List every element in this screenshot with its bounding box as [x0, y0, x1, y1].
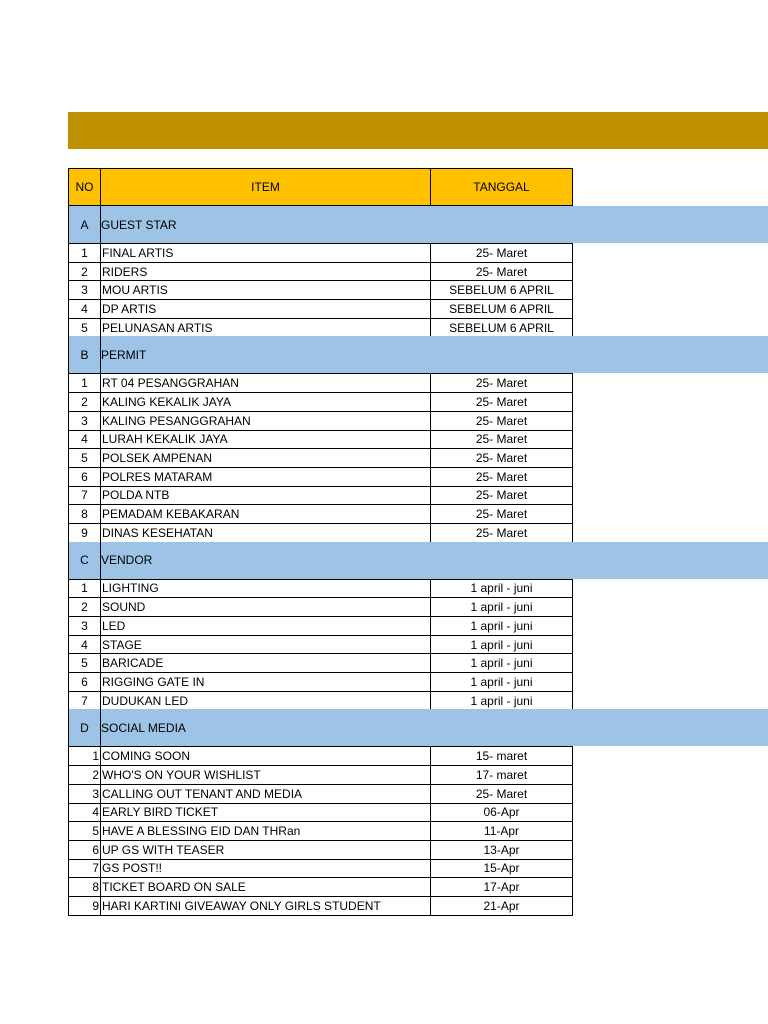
row-item[interactable]: HAVE A BLESSING EID DAN THRan: [100, 821, 431, 841]
row-date[interactable]: 17-Apr: [430, 877, 573, 897]
row-date[interactable]: 1 april - juni: [430, 672, 573, 692]
row-number[interactable]: 1: [68, 373, 101, 393]
row-date[interactable]: 25- Maret: [430, 411, 573, 431]
section-title[interactable]: PERMIT: [101, 347, 147, 362]
row-date[interactable]: 25- Maret: [430, 373, 573, 393]
row-date[interactable]: 15-Apr: [430, 859, 573, 879]
row-item[interactable]: MOU ARTIS: [100, 280, 431, 300]
section-code[interactable]: A: [68, 206, 101, 243]
row-item[interactable]: POLSEK AMPENAN: [100, 448, 431, 468]
row-number[interactable]: 3: [68, 784, 101, 804]
table-row: [0, 373, 768, 392]
row-number[interactable]: 6: [68, 840, 101, 860]
row-item[interactable]: STAGE: [100, 635, 431, 655]
section-code[interactable]: C: [68, 542, 101, 579]
row-number[interactable]: 8: [68, 877, 101, 897]
table-row: [0, 392, 768, 411]
row-date[interactable]: 1 april - juni: [430, 616, 573, 636]
section-row: [0, 709, 768, 746]
row-date[interactable]: 1 april - juni: [430, 597, 573, 617]
row-date[interactable]: 1 april - juni: [430, 691, 573, 711]
table-row: [0, 318, 768, 337]
row-number[interactable]: 3: [68, 280, 101, 300]
row-date[interactable]: SEBELUM 6 APRIL: [430, 299, 573, 319]
row-number[interactable]: 4: [68, 803, 101, 823]
row-number[interactable]: 9: [68, 523, 101, 543]
row-number[interactable]: 4: [68, 430, 101, 450]
row-date[interactable]: 25- Maret: [430, 486, 573, 506]
row-date[interactable]: 25- Maret: [430, 392, 573, 412]
table-row: [0, 859, 768, 878]
table-row: [0, 616, 768, 635]
row-item[interactable]: FINAL ARTIS: [100, 243, 431, 263]
schedule-table: [0, 168, 768, 915]
row-item[interactable]: POLRES MATARAM: [100, 467, 431, 487]
section-code[interactable]: D: [68, 709, 101, 746]
row-item[interactable]: KALING KEKALIK JAYA: [100, 392, 431, 412]
section-row: [0, 336, 768, 373]
row-item[interactable]: DINAS KESEHATAN: [100, 523, 431, 543]
row-date[interactable]: 25- Maret: [430, 448, 573, 468]
table-row: [0, 448, 768, 467]
row-item[interactable]: RT 04 PESANGGRAHAN: [100, 373, 431, 393]
row-number[interactable]: 5: [68, 318, 101, 338]
row-number[interactable]: 7: [68, 859, 101, 879]
table-row: [0, 411, 768, 430]
table-row: [0, 691, 768, 710]
row-item[interactable]: UP GS WITH TEASER: [100, 840, 431, 860]
section-title[interactable]: GUEST STAR: [101, 217, 177, 232]
row-date[interactable]: 17- maret: [430, 765, 573, 785]
row-date[interactable]: 25- Maret: [430, 243, 573, 263]
section-row: [0, 206, 768, 243]
section-code[interactable]: B: [68, 336, 101, 373]
table-row: [0, 746, 768, 765]
row-number[interactable]: 5: [68, 448, 101, 468]
row-date[interactable]: 1 april - juni: [430, 653, 573, 673]
row-number[interactable]: 2: [68, 597, 101, 617]
row-item[interactable]: CALLING OUT TENANT AND MEDIA: [100, 784, 431, 804]
row-number[interactable]: 6: [68, 672, 101, 692]
row-number[interactable]: 1: [68, 746, 101, 766]
row-item[interactable]: POLDA NTB: [100, 486, 431, 506]
header-row: [0, 168, 768, 206]
row-number[interactable]: 5: [68, 821, 101, 841]
row-number[interactable]: 7: [68, 486, 101, 506]
section-row: [0, 542, 768, 579]
row-date[interactable]: 1 april - juni: [430, 635, 573, 655]
header-date[interactable]: TANGGAL: [430, 168, 573, 206]
row-item[interactable]: LIGHTING: [100, 579, 431, 599]
table-row: [0, 262, 768, 281]
row-number[interactable]: 1: [68, 243, 101, 263]
row-item[interactable]: DP ARTIS: [100, 299, 431, 319]
row-date[interactable]: 15- maret: [430, 746, 573, 766]
row-date[interactable]: 25- Maret: [430, 262, 573, 282]
table-row: [0, 243, 768, 262]
row-number[interactable]: 8: [68, 504, 101, 524]
title-banner: [68, 112, 768, 149]
row-item[interactable]: LED: [100, 616, 431, 636]
table-row: [0, 635, 768, 654]
table-row: [0, 896, 768, 915]
row-item[interactable]: SOUND: [100, 597, 431, 617]
table-row: [0, 877, 768, 896]
row-date[interactable]: 11-Apr: [430, 821, 573, 841]
row-item[interactable]: COMING SOON: [100, 746, 431, 766]
row-date[interactable]: 25- Maret: [430, 504, 573, 524]
row-item[interactable]: KALING PESANGGRAHAN: [100, 411, 431, 431]
table-row: [0, 653, 768, 672]
row-item[interactable]: PELUNASAN ARTIS: [100, 318, 431, 338]
row-number[interactable]: 3: [68, 616, 101, 636]
table-row: [0, 430, 768, 449]
row-date[interactable]: SEBELUM 6 APRIL: [430, 318, 573, 338]
table-row: [0, 504, 768, 523]
row-number[interactable]: 4: [68, 299, 101, 319]
row-date[interactable]: 25- Maret: [430, 467, 573, 487]
row-number[interactable]: 3: [68, 411, 101, 431]
header-item[interactable]: ITEM: [100, 168, 431, 206]
row-number[interactable]: 9: [68, 896, 101, 916]
row-number[interactable]: 2: [68, 765, 101, 785]
row-item[interactable]: HARI KARTINI GIVEAWAY ONLY GIRLS STUDENT: [100, 896, 431, 916]
row-number[interactable]: 1: [68, 579, 101, 599]
table-row: [0, 803, 768, 822]
row-date[interactable]: 25- Maret: [430, 523, 573, 543]
table-row: [0, 299, 768, 318]
row-date[interactable]: 21-Apr: [430, 896, 573, 916]
table-row: [0, 467, 768, 486]
table-row: [0, 784, 768, 803]
section-title[interactable]: VENDOR: [101, 553, 153, 568]
table-row: [0, 523, 768, 542]
row-number[interactable]: 4: [68, 635, 101, 655]
table-row: [0, 280, 768, 299]
row-item[interactable]: EARLY BIRD TICKET: [100, 803, 431, 823]
row-item[interactable]: LURAH KEKALIK JAYA: [100, 430, 431, 450]
row-date[interactable]: 25- Maret: [430, 784, 573, 804]
row-number[interactable]: 7: [68, 691, 101, 711]
section-title[interactable]: SOCIAL MEDIA: [101, 720, 186, 735]
sections-container: [0, 206, 768, 915]
table-row: [0, 579, 768, 598]
row-item[interactable]: WHO'S ON YOUR WISHLIST: [100, 765, 431, 785]
row-date[interactable]: 25- Maret: [430, 430, 573, 450]
row-number[interactable]: 5: [68, 653, 101, 673]
table-row: [0, 597, 768, 616]
row-date[interactable]: 06-Apr: [430, 803, 573, 823]
table-row: [0, 840, 768, 859]
row-item[interactable]: GS POST!!: [100, 859, 431, 879]
table-row: [0, 486, 768, 505]
row-date[interactable]: SEBELUM 6 APRIL: [430, 280, 573, 300]
table-row: [0, 821, 768, 840]
row-item[interactable]: BARICADE: [100, 653, 431, 673]
table-row: [0, 672, 768, 691]
header-no[interactable]: NO: [68, 168, 101, 206]
row-number[interactable]: 6: [68, 467, 101, 487]
row-item[interactable]: PEMADAM KEBAKARAN: [100, 504, 431, 524]
row-date[interactable]: 1 april - juni: [430, 579, 573, 599]
row-number[interactable]: 2: [68, 392, 101, 412]
row-item[interactable]: DUDUKAN LED: [100, 691, 431, 711]
row-date[interactable]: 13-Apr: [430, 840, 573, 860]
row-number[interactable]: 2: [68, 262, 101, 282]
table-row: [0, 765, 768, 784]
row-item[interactable]: TICKET BOARD ON SALE: [100, 877, 431, 897]
row-item[interactable]: RIDERS: [100, 262, 431, 282]
row-item[interactable]: RIGGING GATE IN: [100, 672, 431, 692]
